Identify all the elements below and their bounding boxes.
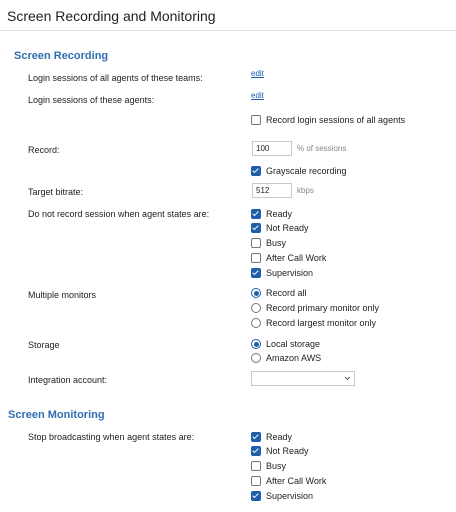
checkbox-icon[interactable]: [251, 253, 261, 263]
multiple-monitors-label: Multiple monitors: [28, 290, 97, 300]
broadcast-busy-checkbox[interactable]: [251, 461, 286, 471]
checkbox-icon[interactable]: [251, 238, 261, 248]
option-label: Record all: [266, 288, 307, 298]
integration-account-select[interactable]: [251, 371, 355, 386]
state-ready-checkbox[interactable]: [251, 209, 292, 219]
option-label: Busy: [266, 238, 287, 248]
login-teams-label: Login sessions of all agents of these teams:: [28, 73, 203, 83]
checkbox-icon[interactable]: [251, 166, 261, 176]
state-not-ready-checkbox[interactable]: [251, 223, 309, 233]
integration-label: Integration account:: [28, 375, 108, 385]
record-percent-input[interactable]: [252, 141, 292, 156]
option-label: Supervision: [266, 268, 314, 278]
record-label: Record:: [28, 145, 60, 155]
checkbox-icon[interactable]: [251, 268, 261, 278]
state-after-call-work-checkbox[interactable]: [251, 253, 326, 263]
grayscale-checkbox[interactable]: [251, 166, 347, 176]
option-label: Local storage: [266, 339, 321, 349]
grayscale-label: Grayscale recording: [266, 166, 347, 176]
do-not-record-label: Do not record session when agent states are:: [28, 209, 210, 219]
record-unit: % of sessions: [297, 144, 347, 153]
bitrate-input[interactable]: [252, 183, 292, 198]
state-busy-checkbox[interactable]: [251, 238, 286, 248]
option-label: Not Ready: [266, 446, 309, 456]
page-title: Screen Recording and Monitoring: [7, 8, 216, 24]
option-label: Busy: [266, 461, 287, 471]
edit-agents-link[interactable]: edit: [251, 91, 264, 100]
checkbox-icon[interactable]: [251, 115, 261, 125]
broadcast-supervision-checkbox[interactable]: [251, 491, 313, 501]
storage-aws-radio[interactable]: [251, 353, 321, 363]
radio-icon[interactable]: [251, 339, 261, 349]
checkbox-icon[interactable]: [251, 432, 261, 442]
record-all-logins-label: Record login sessions of all agents: [266, 115, 406, 125]
radio-icon[interactable]: [251, 303, 261, 313]
checkbox-icon[interactable]: [251, 491, 261, 501]
option-label: After Call Work: [266, 253, 327, 263]
option-label: Record primary monitor only: [266, 303, 380, 313]
storage-label: Storage: [28, 340, 60, 350]
screen-recording-heading: Screen Recording: [14, 50, 109, 62]
option-label: Amazon AWS: [266, 353, 322, 363]
checkbox-icon[interactable]: [251, 209, 261, 219]
edit-teams-link[interactable]: edit: [251, 69, 264, 78]
monitors-largest-only-radio[interactable]: [251, 318, 376, 328]
login-agents-label: Login sessions of these agents:: [28, 95, 155, 105]
checkbox-icon[interactable]: [251, 461, 261, 471]
radio-icon[interactable]: [251, 353, 261, 363]
option-label: Ready: [266, 209, 293, 219]
chevron-down-icon: [344, 375, 351, 382]
screen-monitoring-heading: Screen Monitoring: [8, 409, 105, 421]
option-label: Ready: [266, 432, 293, 442]
stop-broadcasting-label: Stop broadcasting when agent states are:: [28, 432, 195, 442]
monitors-primary-only-radio[interactable]: [251, 303, 379, 313]
bitrate-label: Target bitrate:: [28, 187, 84, 197]
checkbox-icon[interactable]: [251, 446, 261, 456]
checkbox-icon[interactable]: [251, 223, 261, 233]
radio-icon[interactable]: [251, 318, 261, 328]
state-supervision-checkbox[interactable]: [251, 268, 313, 278]
title-divider: [0, 30, 456, 31]
option-label: Supervision: [266, 491, 314, 501]
storage-local-radio[interactable]: [251, 339, 320, 349]
option-label: After Call Work: [266, 476, 327, 486]
option-label: Not Ready: [266, 223, 309, 233]
radio-icon[interactable]: [251, 288, 261, 298]
monitors-record-all-radio[interactable]: [251, 288, 307, 298]
broadcast-ready-checkbox[interactable]: [251, 432, 292, 442]
option-label: Record largest monitor only: [266, 318, 377, 328]
record-all-logins-checkbox[interactable]: [251, 115, 405, 125]
checkbox-icon[interactable]: [251, 476, 261, 486]
broadcast-after-call-work-checkbox[interactable]: [251, 476, 326, 486]
broadcast-not-ready-checkbox[interactable]: [251, 446, 309, 456]
bitrate-unit: kbps: [297, 186, 314, 195]
